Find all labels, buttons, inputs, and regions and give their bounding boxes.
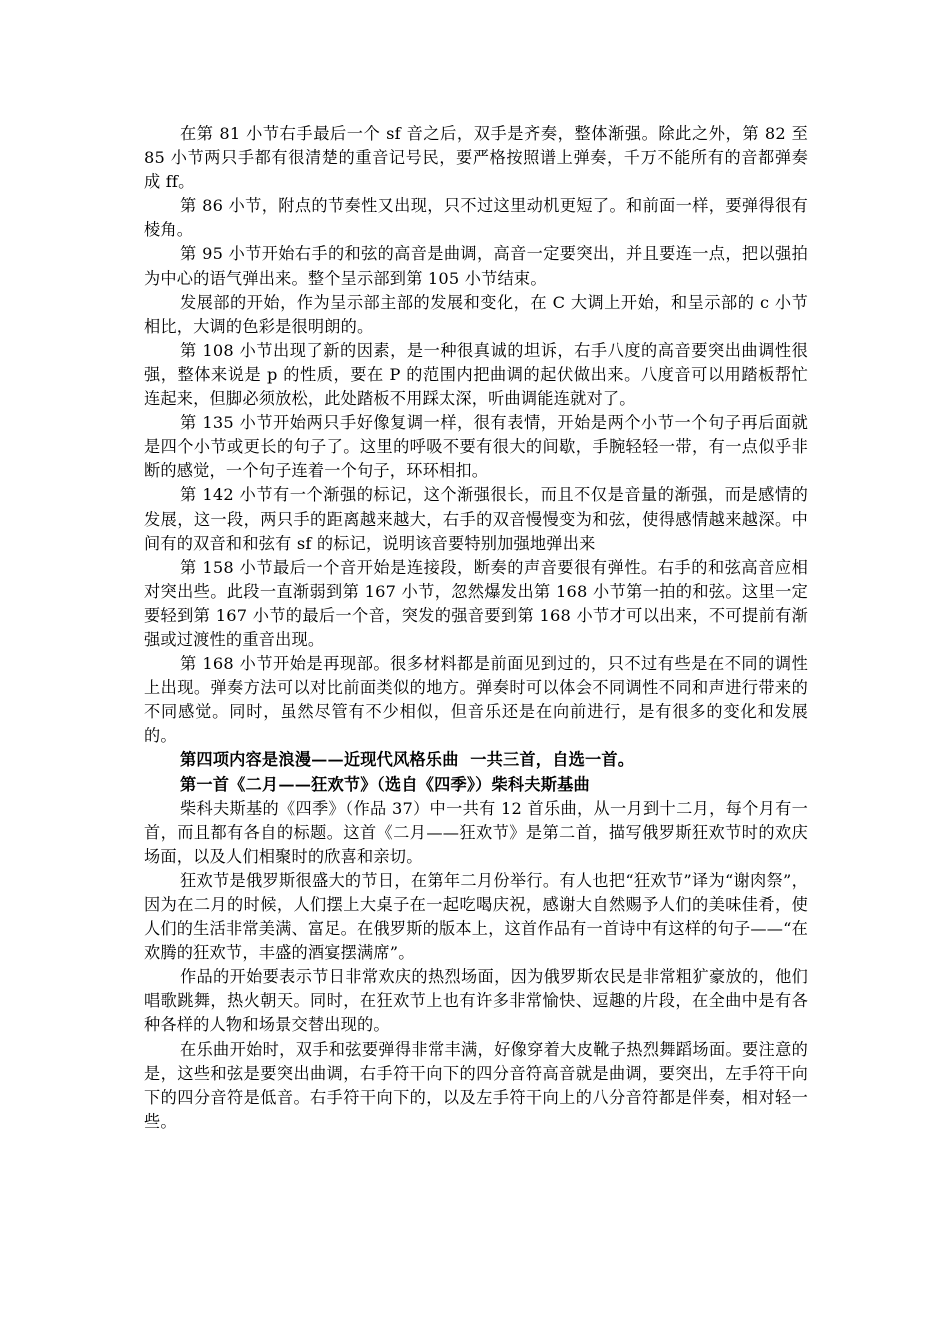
paragraph: 狂欢节是俄罗斯很盛大的节日，在第年二月份举行。有人也把“狂欢节”译为“谢肉祭”，因为在二月的时候，人们摆上大桌子在一起吃喝庆祝，感谢大自然赐予人们的美味佳肴，使人们的生活非常美满、富足。在俄罗斯的版本上，这首作品有一首诗中有这样的句子——“在欢腾的狂欢节，丰盛的酒宴摆满席”。 bbox=[144, 870, 808, 963]
piece-heading: 第一首《二月——狂欢节》（选自《四季》）柴科夫斯基曲 bbox=[180, 774, 590, 794]
paragraph: 作品的开始要表示节日非常欢庆的热烈场面，因为俄罗斯农民是非常粗犷豪放的，他们唱歌跳舞，热火朝天。同时，在狂欢节上也有许多非常愉快、逗趣的片段，在全曲中是有各种各样的人物和场景交替出现的。 bbox=[144, 967, 808, 1035]
paragraph: 发展部的开始，作为呈示部主部的发展和变化，在 C 大调上开始，和呈示部的 c 小节相比，大调的色彩是很明朗的。 bbox=[144, 292, 808, 336]
paragraph: 第 135 小节开始两只手好像复调一样，很有表情，开始是两个小节一个句子再后面就是四个小节或更长的句子了。这里的呼吸不要有很大的间歇，手腕轻轻一带，有一点似乎非断的感觉，一个句子连着一个句子，环环相扣。 bbox=[144, 413, 808, 481]
paragraph: 在第 81 小节右手最后一个 sf 音之后，双手是齐奏，整体渐强。除此之外，第 82 至 85 小节两只手都有很清楚的重音记号民，要严格按照谱上弹奏，千万不能所有的音都弹奏成 ff。 bbox=[144, 124, 808, 192]
paragraph: 柴科夫斯基的《四季》（作品 37）中一共有 12 首乐曲，从一月到十二月，每个月有一首，而且都有各自的标题。这首《二月——狂欢节》是第二首，描写俄罗斯狂欢节时的欢庆场面，以及人们相聚时的欣喜和亲切。 bbox=[144, 798, 808, 866]
paragraph: 第 168 小节开始是再现部。很多材料都是前面见到过的，只不过有些是在不同的调性上出现。弹奏方法可以对比前面类似的地方。弹奏时可以体会不同调性不同和声进行带来的不同感觉。同时，虽然尽管有不少相似，但音乐还是在向前进行，是有很多的变化和发展的。 bbox=[144, 654, 808, 746]
section-heading: 第四项内容是浪漫——近现代风格乐曲 一共三首，自选一首。 bbox=[180, 750, 635, 770]
paragraph: 第 95 小节开始右手的和弦的高音是曲调，高音一定要突出，并且要连一点，把以强拍为中心的语气弹出来。整个呈示部到第 105 小节结束。 bbox=[144, 244, 808, 288]
paragraph: 第 108 小节出现了新的因素，是一种很真诚的坦诉，右手八度的高音要突出曲调性很强，整体来说是 p 的性质，要在 P 的范围内把曲调的起伏做出来。八度音可以用踏板帮忙连起来，但脚必须放松，此处踏板不用踩太深，听曲调能连就对了。 bbox=[144, 340, 808, 409]
paragraph: 第 158 小节最后一个音开始是连接段，断奏的声音要很有弹性。右手的和弦高音应相对突出些。此段一直渐弱到第 167 小节，忽然爆发出第 168 小节第一拍的和弦。这里一定要轻到第 167 小节的最后一个音，突发的强音要到第 168 小节才可以出来，不可提前有渐强或过渡性的重音出现。 bbox=[144, 557, 808, 649]
paragraph: 第 142 小节有一个渐强的标记，这个渐强很长，而且不仅是音量的渐强，而是感情的发展，这一段，两只手的距离越来越大，右手的双音慢慢变为和弦，使得感情越来越深。中间有的双音和和弦有 sf 的标记，说明该音要特别加强地弹出来 bbox=[144, 485, 808, 553]
document-page bbox=[144, 122, 808, 1134]
paragraph: 第 86 小节，附点的节奏性又出现，只不过这里动机更短了。和前面一样，要弹得很有棱角。 bbox=[144, 196, 808, 240]
paragraph: 在乐曲开始时，双手和弦要弹得非常丰满，好像穿着大皮靴子热烈舞蹈场面。要注意的是，这些和弦是要突出曲调，右手符干向下的四分音符高音就是曲调，要突出，左手符干向下的四分音符是低音。右手符干向下的，以及左手符干向上的八分音符都是伴奏，相对轻一些。 bbox=[144, 1039, 808, 1131]
